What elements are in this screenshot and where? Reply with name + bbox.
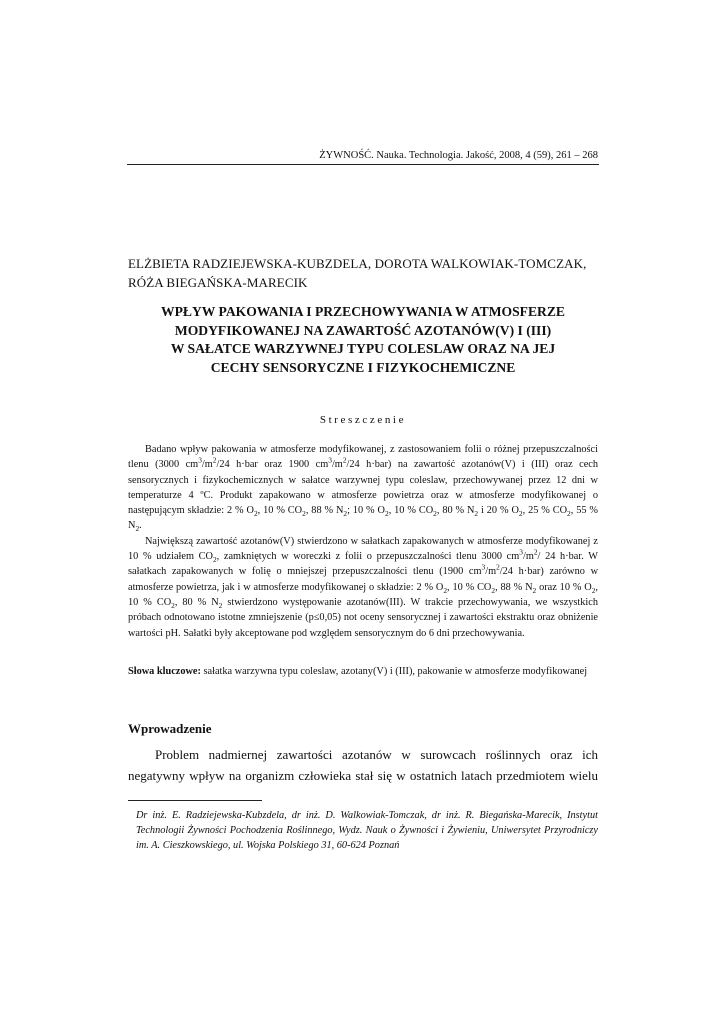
intro-text: Problem nadmiernej zawartości azotanów w surowcach roślinnych oraz ich negatywny wpływ na organizm człowieka stał się w ostatnich latach przedmiotem wielu xyxy=(128,747,598,783)
title-line: MODYFIKOWANEJ NA ZAWARTOŚĆ AZOTANÓW(V) I (III) xyxy=(174,322,552,338)
abstract xyxy=(128,442,598,641)
abstract-heading: Streszczenie xyxy=(319,414,407,426)
keywords-text: sałatka warzywna typu coleslaw, azotany(V) i (III), pakowanie w atmosferze modyfikowanej xyxy=(200,666,588,677)
section-heading: Wprowadzenie xyxy=(128,721,212,736)
keywords xyxy=(128,664,598,679)
footnote-rule xyxy=(128,800,262,801)
intro-paragraph xyxy=(128,745,598,786)
title-line: W SAŁATCE WARZYWNEJ TYPU COLESLAW ORAZ NA JEJ xyxy=(170,341,556,356)
title-line: CECHY SENSORYCZNE I FIZYKOCHEMICZNE xyxy=(210,359,516,375)
footnote: Dr inż. E. Radziejewska-Kubzdela, dr inż. D. Walkowiak-Tomczak, dr inż. R. Biegańska-Marecik, Instytut Technologii Żywności Pochodzenia Roślinnego, Wydz. Nauk o Żywności i Żywieniu, Uniwersytet Przyrodniczy im. A. Cieszkowskiego, ul. Wojska Polskiego 31, 60-624 Poznań xyxy=(136,810,598,851)
authors: ELŻBIETA RADZIEJEWSKA-KUBZDELA, DOROTA WALKOWIAK-TOMCZAK, RÓŻA BIEGAŃSKA-MARECIK xyxy=(128,256,587,290)
journal-citation: ŻYWNOŚĆ. Nauka. Technologia. Jakość, 2008, 4 (59), 261 – 268 xyxy=(319,150,598,161)
keywords-label: Słowa kluczowe: xyxy=(128,666,201,677)
abstract-paragraph-2: Największą zawartość azotanów(V) stwierdzono w sałatkach zapakowanych w atmosferze modyfikowanej z 10 % udziałem $CO_2$, zamkniętych w woreczki z folii o przepuszczalności tlenu 3000 $cm^3/m^2/$ 24 h·bar. W sałatkach zapakowanych w folię o mniejszej przepuszczalności tlenu (1900 $cm^3/m^2/24$ h·bar) zarówno w atmosferze powietrza, jak i w atmosferze modyfikowanej o składzie: 2 % $O_2$, 10 % $CO_2$, 88 % $N_2$ oraz 10 % $O_2$, 10 % $CO_2$, 80 % $N_2$ stwierdzono występowanie azotanów(III). W trakcie przechowywania, we wszystkich próbach odnotowano istotne zmniejszenie (p≤0,05) not oceny sensorycznej i zawartości ekstraktu oraz obniżenie wartości pH. Sałatki były akceptowane pod względem sensorycznym do 6 dni przechowywania. xyxy=(128,535,599,639)
abstract-paragraph-1: Badano wpływ pakowania w atmosferze modyfikowanej, z zastosowaniem folii o różnej przepuszczalności tlenu (3000 $cm^3/m^2/24$ h·bar oraz 1900 $cm^3/m^2/24$ h·bar) na zawartość azotanów(V) i (III) oraz cech sensorycznych i fizykochemicznych w sałatce warzywnej typu coleslaw, przechowywanej przez 12 dni w temperaturze 4 ºC. Produkt zapakowano w atmosferze powietrza oraz w atmosferze modyfikowanej o następującym składzie: 2 % $O_2$, 10 % $CO_2$, 88 % $N_2$; 10 % $O_2$, 10 % $CO_2$, 80 % $N_2$ i 20 % $O_2$, 25 % $CO_2$, 55 % $N_2$. xyxy=(128,444,598,534)
header-rule xyxy=(127,164,599,165)
article-title xyxy=(128,303,598,377)
title-line: WPŁYW PAKOWANIA I PRZECHOWYWANIA W ATMOSFERZE xyxy=(161,304,565,319)
